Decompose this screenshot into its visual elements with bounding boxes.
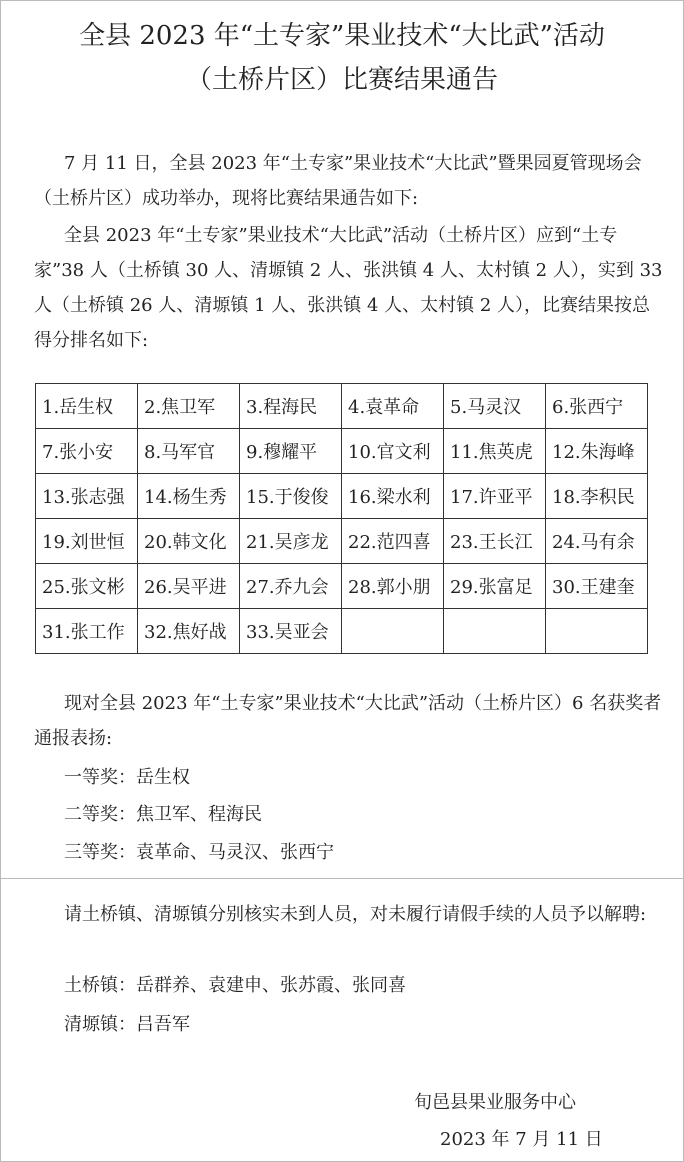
section-divider [0, 878, 684, 879]
table-cell: 21.吴彦龙 [240, 519, 342, 564]
signature-date: 2023 年 7 月 11 日 [440, 1129, 603, 1150]
signature-organization: 旬邑县果业服务中心 [414, 1092, 576, 1113]
table-cell: 15.于俊俊 [240, 474, 342, 519]
table-cell: 25.张文彬 [36, 564, 138, 609]
title-line-2: （土桥片区）比赛结果通告 [185, 65, 498, 95]
table-cell: 12.朱海峰 [546, 429, 648, 474]
table-cell: 13.张志强 [36, 474, 138, 519]
table-row [36, 564, 648, 609]
table-row [36, 384, 648, 429]
dismissal-qingyuan: 清塬镇：吕吾军 [64, 1014, 190, 1035]
table-cell: 30.王建奎 [546, 564, 648, 609]
table-cell: 28.郭小朋 [342, 564, 444, 609]
table-cell: 11.焦英虎 [444, 429, 546, 474]
table-cell: 32.焦好战 [138, 609, 240, 654]
table-cell: 10.官文利 [342, 429, 444, 474]
award-third-prize: 三等奖：袁革命、马灵汉、张西宁 [64, 842, 334, 863]
award-first-prize: 一等奖：岳生权 [64, 767, 190, 788]
table-cell: 8.马军官 [138, 429, 240, 474]
table-cell: 22.范四喜 [342, 519, 444, 564]
table-cell: 6.张西宁 [546, 384, 648, 429]
table-cell: 33.吴亚会 [240, 609, 342, 654]
table-row [36, 609, 648, 654]
table-row [36, 429, 648, 474]
table-cell: 1.岳生权 [36, 384, 138, 429]
table-cell [444, 609, 546, 654]
table-cell: 16.梁水利 [342, 474, 444, 519]
table-cell: 20.韩文化 [138, 519, 240, 564]
table-cell: 2.焦卫军 [138, 384, 240, 429]
intro-paragraph-1: 7 月 11 日，全县 2023 年“土专家”果业技术“大比武”暨果园夏管现场会（土桥片区）成功举办，现将比赛结果通告如下: [34, 153, 642, 209]
table-row [36, 519, 648, 564]
table-cell: 3.程海民 [240, 384, 342, 429]
table-cell [342, 609, 444, 654]
dismissal-intro: 请土桥镇、清塬镇分别核实未到人员，对未履行请假手续的人员予以解聘: [64, 904, 647, 925]
table-cell: 18.李积民 [546, 474, 648, 519]
award-second-prize: 二等奖：焦卫军、程海民 [64, 804, 262, 825]
table-cell: 29.张富足 [444, 564, 546, 609]
table-cell: 27.乔九会 [240, 564, 342, 609]
table-row [36, 474, 648, 519]
intro-paragraph-2: 全县 2023 年“土专家”果业技术“大比武”活动（土桥片区）应到“土专家”38 人（土桥镇 30 人、清塬镇 2 人、张洪镇 4 人、太村镇 2 人），实到 33 人（土桥镇 26 人、清塬镇 1 人、张洪镇 4 人、太村镇 2 人），比赛结果按总得分排名如下: [34, 225, 663, 351]
table-cell: 7.张小安 [36, 429, 138, 474]
table-cell: 4.袁革命 [342, 384, 444, 429]
table-cell: 19.刘世恒 [36, 519, 138, 564]
awards-intro: 现对全县 2023 年“土专家”果业技术“大比武”活动（土桥片区）6 名获奖者通报表扬: [34, 693, 662, 749]
table-cell: 9.穆耀平 [240, 429, 342, 474]
table-cell: 24.马有余 [546, 519, 648, 564]
title-line-1: 全县 2023 年“土专家”果业技术“大比武”活动 [79, 21, 605, 51]
table-cell [546, 609, 648, 654]
table-cell: 5.马灵汉 [444, 384, 546, 429]
table-cell: 31.张工作 [36, 609, 138, 654]
table-cell: 14.杨生秀 [138, 474, 240, 519]
table-cell: 17.许亚平 [444, 474, 546, 519]
ranking-table [35, 383, 648, 654]
dismissal-tuqiao: 土桥镇：岳群养、袁建申、张苏霞、张同喜 [64, 975, 406, 996]
table-cell: 23.王长江 [444, 519, 546, 564]
table-cell: 26.吴平进 [138, 564, 240, 609]
